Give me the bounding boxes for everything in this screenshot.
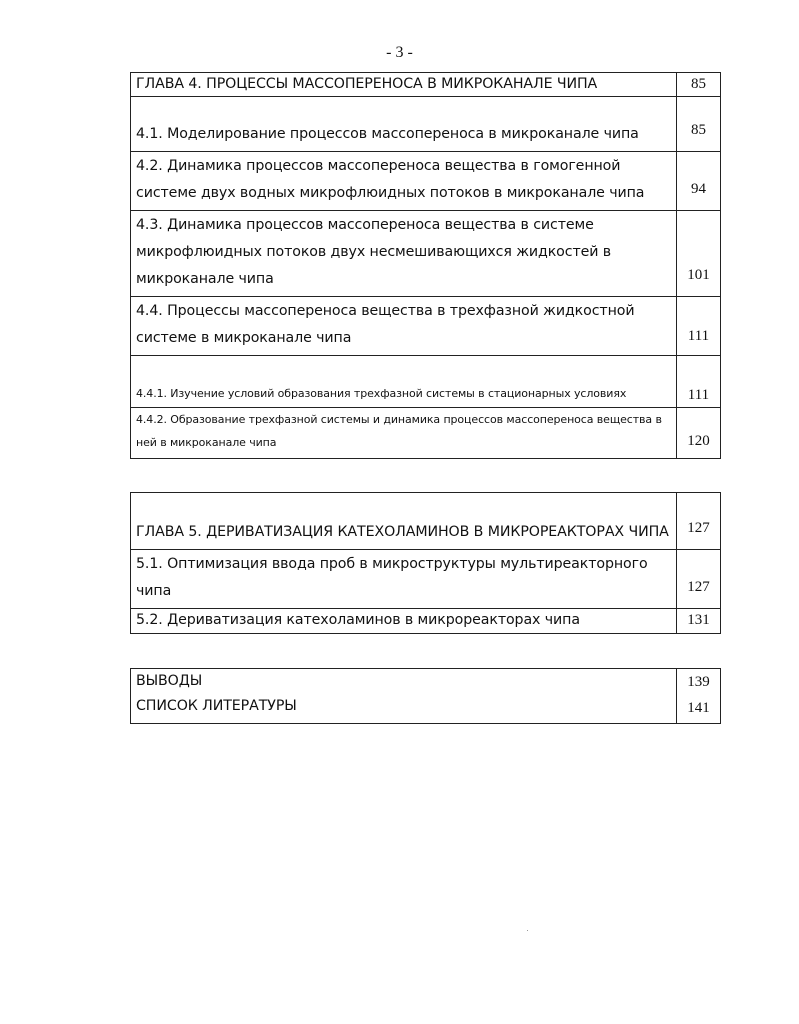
toc-row xyxy=(131,550,721,609)
toc-entry-title: 4.1. Моделирование процессов массопереноса в микроканале чипа xyxy=(131,97,677,152)
toc-row xyxy=(131,669,721,694)
toc-row xyxy=(131,609,721,634)
toc-entry-page: 141 xyxy=(677,693,721,724)
toc-entry-page: 139 xyxy=(677,669,721,694)
toc-entry-page: 111 xyxy=(677,297,721,356)
toc-entry-page: 85 xyxy=(677,73,721,97)
toc-entry-page: 94 xyxy=(677,152,721,211)
toc-row xyxy=(131,356,721,408)
toc-row xyxy=(131,211,721,297)
toc-row xyxy=(131,408,721,459)
toc-entry-page: 85 xyxy=(677,97,721,152)
toc-row xyxy=(131,693,721,724)
toc-entry-title: 4.2. Динамика процессов массопереноса вещества в гомогенной системе двух водных микрофлюидных потоков в микроканале чипа xyxy=(131,152,677,211)
toc-entry-page: 101 xyxy=(677,211,721,297)
toc-entry-title: 4.4.2. Образование трехфазной системы и динамика процессов массопереноса вещества в ней в микроканале чипа xyxy=(131,408,677,459)
toc-row xyxy=(131,152,721,211)
toc-entry-title: СПИСОК ЛИТЕРАТУРЫ xyxy=(131,693,677,724)
toc-row xyxy=(131,297,721,356)
toc-table-chapter-5 xyxy=(130,492,721,634)
toc-entry-title: ГЛАВА 5. ДЕРИВАТИЗАЦИЯ КАТЕХОЛАМИНОВ В МИКРОРЕАКТОРАХ ЧИПА xyxy=(131,493,677,550)
toc-entry-title: ГЛАВА 4. ПРОЦЕССЫ МАССОПЕРЕНОСА В МИКРОКАНАЛЕ ЧИПА xyxy=(131,73,677,97)
toc-entry-page: 111 xyxy=(677,356,721,408)
page-number: - 3 - xyxy=(386,44,413,61)
toc-entry-title: 5.2. Дериватизация катехоламинов в микрореакторах чипа xyxy=(131,609,677,634)
toc-entry-page: 127 xyxy=(677,493,721,550)
toc-table-closing xyxy=(130,668,721,724)
toc-row xyxy=(131,97,721,152)
toc-entry-title: 4.4. Процессы массопереноса вещества в трехфазной жидкостной системе в микроканале чипа xyxy=(131,297,677,356)
toc-entry-page: 120 xyxy=(677,408,721,459)
toc-row xyxy=(131,493,721,550)
toc-entry-title: ВЫВОДЫ xyxy=(131,669,677,694)
toc-entry-page: 131 xyxy=(677,609,721,634)
toc-table-chapter-4 xyxy=(130,72,721,459)
toc-entry-title: 4.3. Динамика процессов массопереноса вещества в системе микрофлюидных потоков двух несмешивающихся жидкостей в микроканале чипа xyxy=(131,211,677,297)
toc-entry-page: 127 xyxy=(677,550,721,609)
toc-row xyxy=(131,73,721,97)
scan-speck xyxy=(527,930,528,931)
toc-entry-title: 4.4.1. Изучение условий образования трехфазной системы в стационарных условиях xyxy=(131,356,677,408)
toc-entry-title: 5.1. Оптимизация ввода проб в микроструктуры мультиреакторного чипа xyxy=(131,550,677,609)
